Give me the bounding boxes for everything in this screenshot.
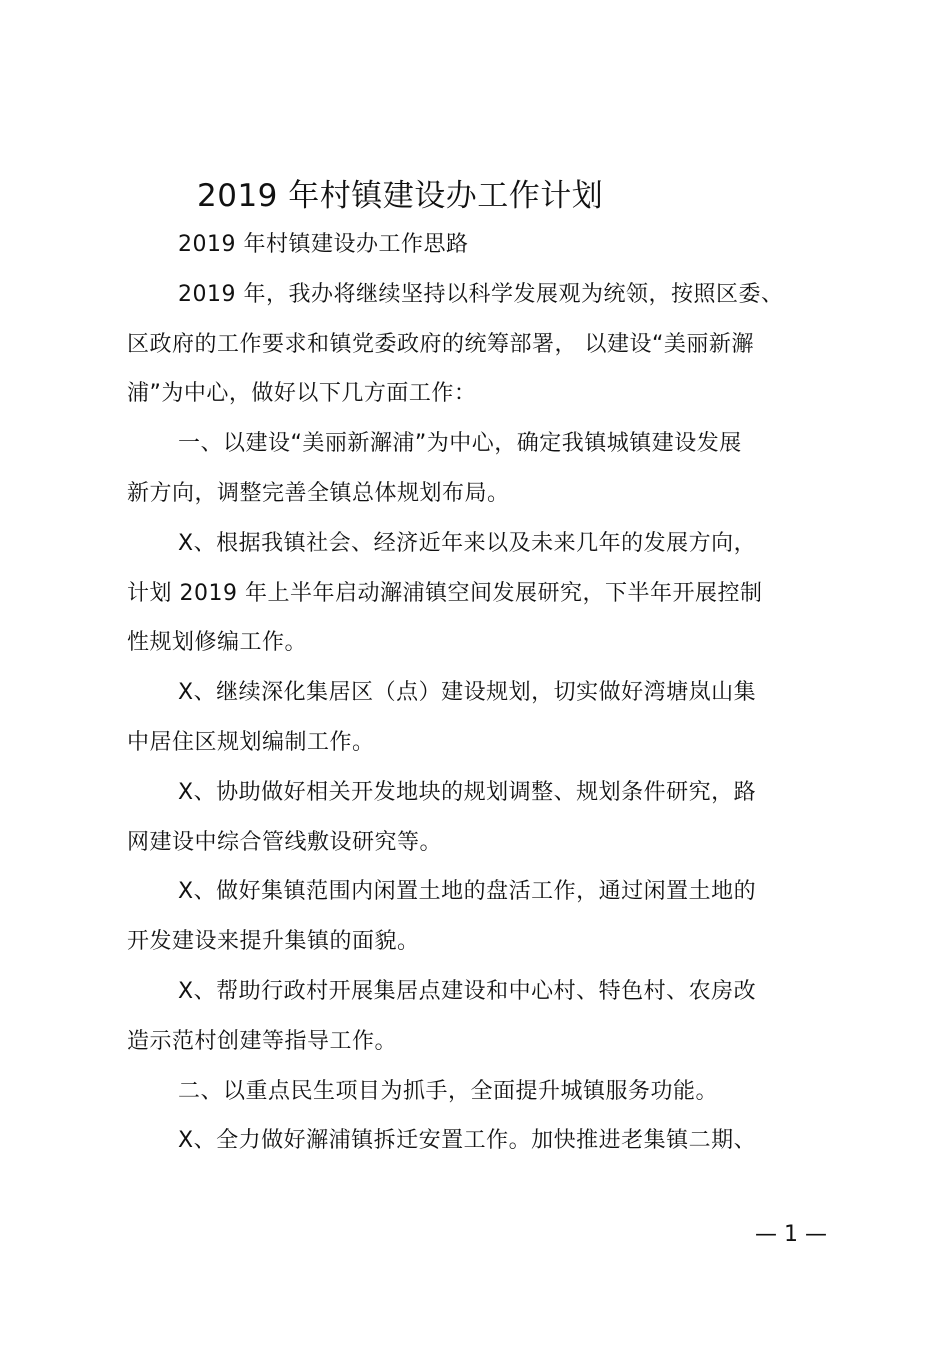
text-line: 区政府的工作要求和镇党委政府的统筹部署， 以建设“美丽新澥 [127, 332, 754, 357]
text-line: X、继续深化集居区（点）建设规划，切实做好湾塘岚山集 [178, 680, 757, 705]
text-line: X、根据我镇社会、经济近年来以及未来几年的发展方向， [178, 531, 757, 556]
text-line: 网建设中综合管线敷设研究等。 [127, 830, 443, 855]
page-number: — 1 — [755, 1222, 827, 1247]
text-line: X、帮助行政村开展集居点建设和中心村、特色村、农房改 [178, 979, 757, 1004]
text-line: 造示范村创建等指导工作。 [127, 1029, 398, 1054]
text-line: 一、以建设“美丽新澥浦”为中心，确定我镇城镇建设发展 [178, 431, 742, 456]
text-line: 新方向，调整完善全镇总体规划布局。 [127, 481, 510, 506]
text-line: 性规划修编工作。 [127, 630, 308, 655]
text-line: 二、以重点民生项目为抓手，全面提升城镇服务功能。 [178, 1079, 719, 1104]
text-line: 计划 2019 年上半年启动澥浦镇空间发展研究，下半年开展控制 [127, 581, 763, 606]
text-line: 中居住区规划编制工作。 [127, 730, 375, 755]
text-line: 浦”为中心，做好以下几方面工作： [127, 381, 477, 406]
text-line: 2019 年村镇建设办工作思路 [178, 232, 469, 257]
text-line: 开发建设来提升集镇的面貌。 [127, 929, 420, 954]
document-title: 2019 年村镇建设办工作计划 [197, 178, 604, 214]
text-line: X、协助做好相关开发地块的规划调整、规划条件研究，路 [178, 780, 757, 805]
text-line: X、全力做好澥浦镇拆迁安置工作。加快推进老集镇二期、 [178, 1128, 757, 1153]
text-line: X、做好集镇范围内闲置土地的盘活工作，通过闲置土地的 [178, 879, 757, 904]
text-line: 2019 年，我办将继续坚持以科学发展观为统领，按照区委、 [178, 282, 784, 307]
